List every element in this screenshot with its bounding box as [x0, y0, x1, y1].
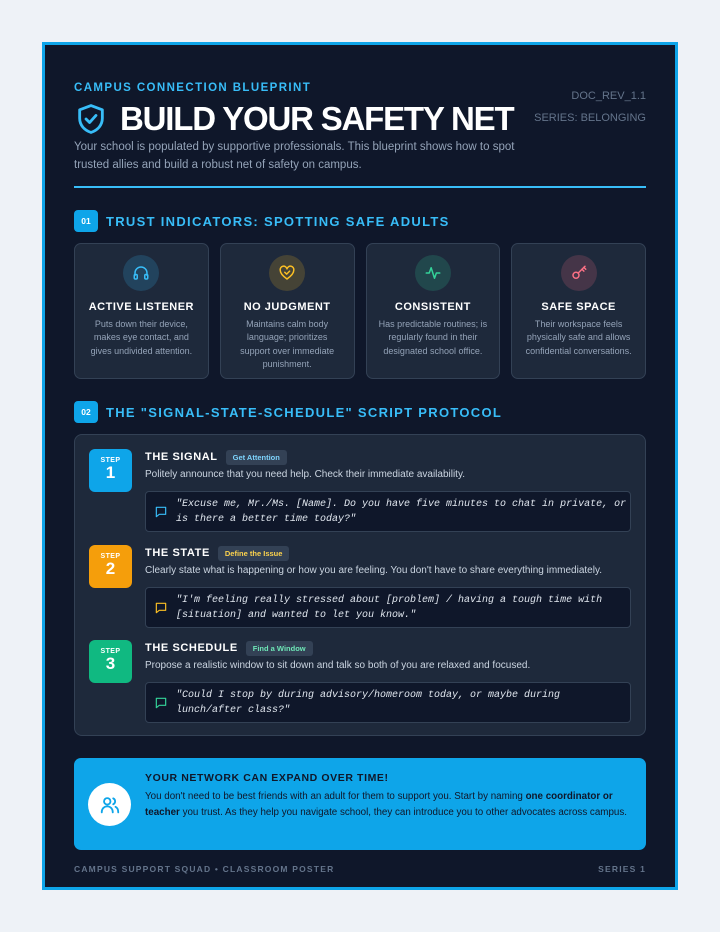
step-title: THE SCHEDULE [145, 642, 238, 654]
quote-text: "Could I stop by during advisory/homeroom today, or maybe during lunch/after class?" [176, 689, 561, 716]
page-title: BUILD YOUR SAFETY NET [120, 100, 514, 137]
step-tag: Find a Window [246, 641, 313, 656]
subtitle: Your school is populated by supportive professionals. This blueprint shows how to spot trusted allies and build a robust net of safety on campus. [74, 141, 515, 171]
card-no-judgment [220, 243, 355, 379]
step-description: Politely announce that you need help. Check their immediate availability. [145, 469, 465, 480]
step-number: 1 [105, 463, 116, 482]
card-description: Their workspace feels physically safe and allows confidential conversations. [525, 319, 632, 356]
section-2-header [74, 401, 502, 423]
section-2-number: 02 [74, 401, 98, 423]
step-description: Clearly state what is happening or how you are feeling. You don't have to share everything immediately. [145, 565, 602, 576]
section-1-header [74, 210, 450, 232]
callout-text [145, 789, 632, 821]
quote-text: "I'm feeling really stressed about [problem] / having a tough time with [situation] and wanted to let you know." [176, 594, 603, 621]
quote-text: "Excuse me, Mr./Ms. [Name]. Do you have five minutes to chat in private, or is there a better time today?" [176, 498, 627, 525]
card-description: Puts down their device, makes eye contact, and gives undivided attention. [90, 319, 193, 356]
step-tag: Get Attention [226, 450, 287, 465]
callout-title: YOUR NETWORK CAN EXPAND OVER TIME! [145, 772, 389, 784]
headphones-icon [123, 255, 159, 291]
callout-text-part: you trust. As they help you navigate school, they can introduce you to other advocates across campus. [179, 807, 627, 818]
card-description: Has predictable routines; is regularly found in their designated school office. [378, 319, 488, 356]
footer [74, 864, 646, 874]
step-tag: Define the Issue [218, 546, 290, 561]
script-quote [145, 491, 631, 532]
card-title: CONSISTENT [394, 301, 471, 313]
users-icon [88, 783, 131, 826]
network-callout [74, 758, 646, 850]
title-row [74, 100, 513, 138]
step-label: STEP [100, 553, 121, 560]
section-1-title: TRUST INDICATORS: SPOTTING SAFE ADULTS [106, 213, 450, 229]
card-safe-space [511, 243, 646, 379]
section-1-number: 01 [74, 210, 98, 232]
shield-check-icon [74, 102, 108, 136]
doc-meta [534, 85, 646, 129]
section-2-title: THE "SIGNAL-STATE-SCHEDULE" SCRIPT PROTOCOL [106, 404, 503, 420]
activity-icon [415, 255, 451, 291]
step-badge [89, 449, 132, 492]
poster [42, 42, 678, 890]
trust-indicator-cards [74, 243, 646, 379]
step-title: THE SIGNAL [145, 451, 218, 463]
footer-right: SERIES 1 [598, 864, 646, 874]
speech-bubble-icon [154, 696, 168, 710]
footer-left: CAMPUS SUPPORT SQUAD • CLASSROOM POSTER [74, 864, 335, 874]
step-badge [89, 545, 132, 588]
step-label: STEP [100, 457, 121, 464]
card-description: Maintains calm body language; prioritizes support over immediate punishment. [240, 319, 335, 369]
step-number: 3 [105, 654, 116, 673]
script-quote [145, 587, 631, 628]
script-protocol-panel [74, 434, 646, 736]
key-icon [561, 255, 597, 291]
step-number: 2 [105, 559, 116, 578]
script-quote [145, 682, 631, 723]
step-label: STEP [100, 648, 121, 655]
card-active-listener [74, 243, 209, 379]
speech-bubble-icon [154, 601, 168, 615]
eyebrow: CAMPUS CONNECTION BLUEPRINT [74, 82, 312, 94]
step-badge [89, 640, 132, 683]
speech-bubble-icon [154, 505, 168, 519]
doc-revision: DOC_REV_1.1 [571, 90, 646, 102]
callout-text-bold: one coordinator or teacher [145, 791, 613, 818]
card-title: ACTIVE LISTENER [88, 301, 195, 313]
step-description: Propose a realistic window to sit down and talk so both of you are relaxed and focused. [145, 660, 531, 671]
step-title: THE STATE [145, 547, 210, 559]
callout-text-part: You don't need to be best friends with an adult for them to support you. Start by naming [145, 791, 526, 802]
header-divider [74, 186, 646, 188]
card-title: NO JUDGMENT [243, 301, 331, 313]
card-title: SAFE SPACE [541, 301, 616, 313]
heart-handshake-icon [269, 255, 305, 291]
card-consistent [366, 243, 501, 379]
doc-series: SERIES: BELONGING [534, 112, 646, 124]
